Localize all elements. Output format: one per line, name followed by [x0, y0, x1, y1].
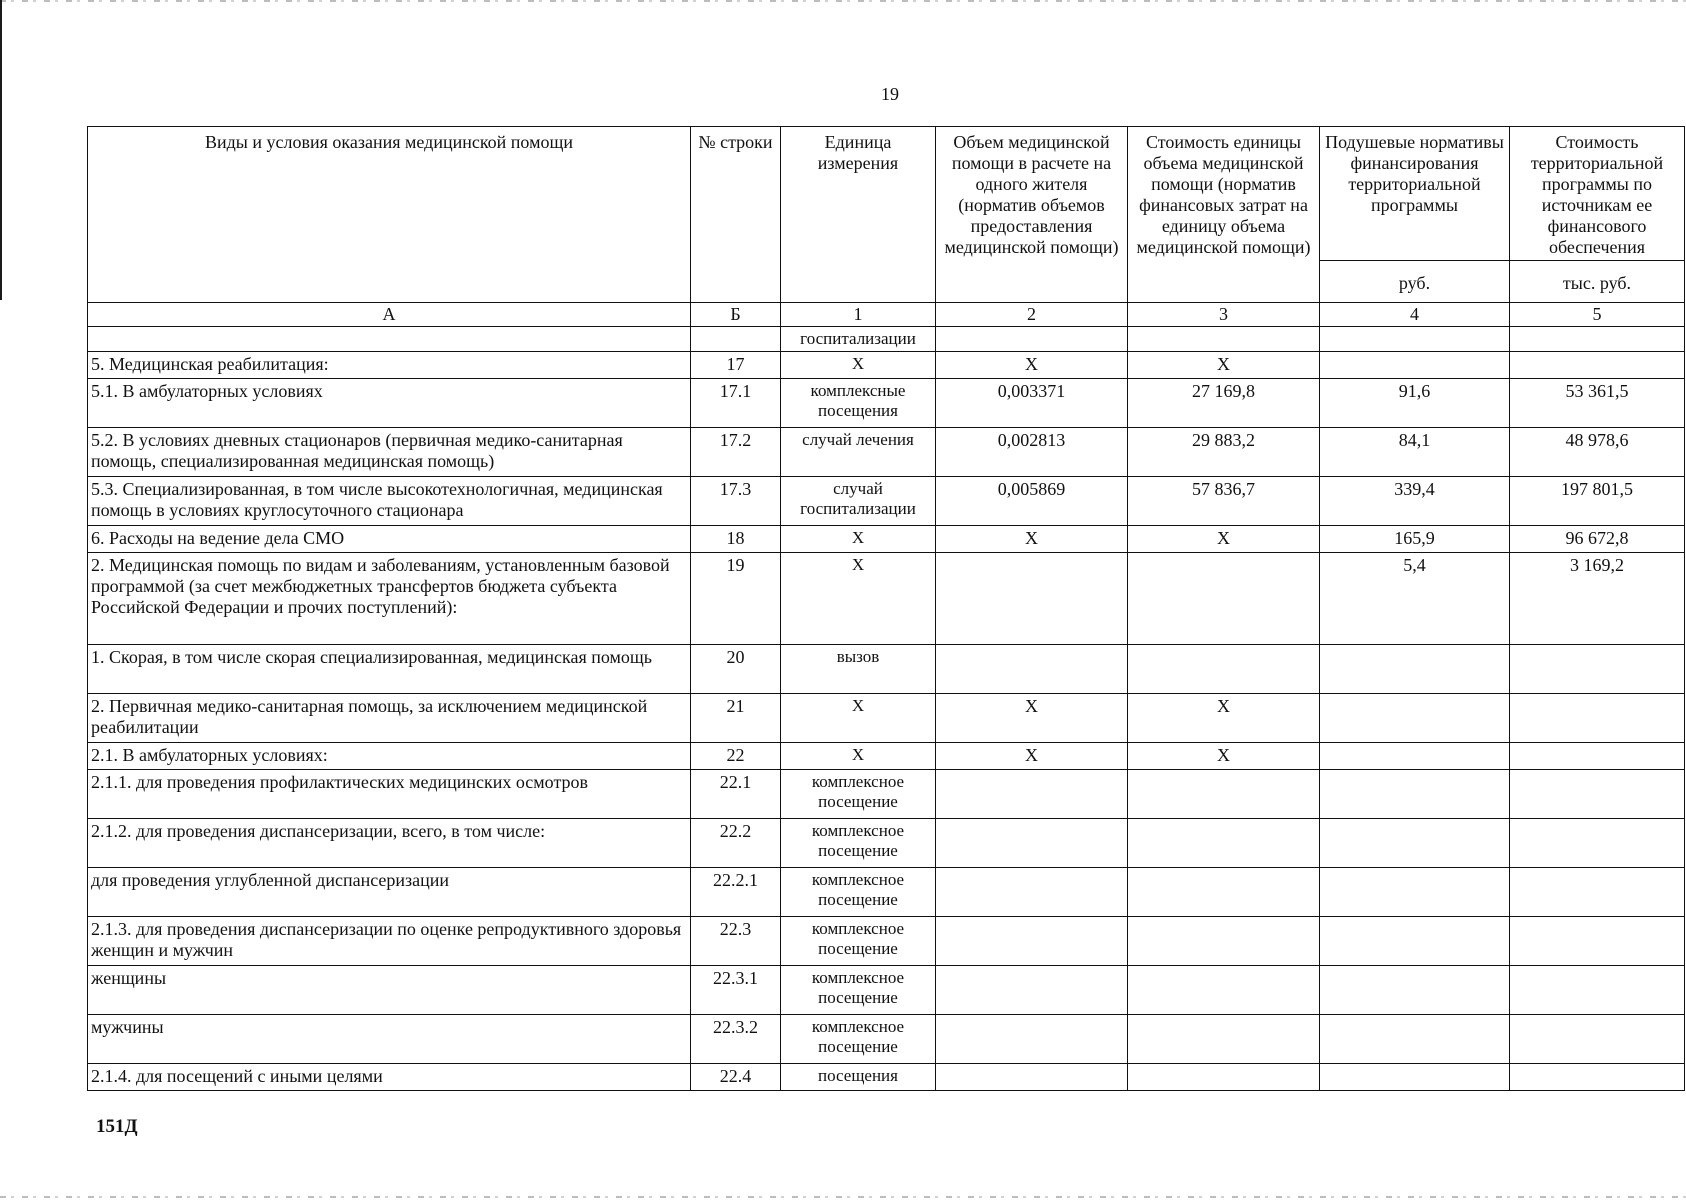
- row-unit-cost: 57 836,7: [1128, 477, 1320, 526]
- row-unit: случай лечения: [781, 428, 936, 477]
- row-per-capita: [1320, 327, 1510, 352]
- table-row: [88, 868, 1685, 917]
- row-number: 22.3.2: [691, 1015, 781, 1064]
- row-per-capita: [1320, 1015, 1510, 1064]
- row-per-capita: [1320, 1064, 1510, 1091]
- row-unit-cost: [1128, 327, 1320, 352]
- row-per-capita: [1320, 819, 1510, 868]
- row-per-capita: [1320, 743, 1510, 770]
- row-unit-cost: Х: [1128, 352, 1320, 379]
- header-col-1: Единица измерения: [781, 127, 936, 303]
- row-per-capita: 165,9: [1320, 526, 1510, 553]
- row-volume: Х: [936, 743, 1128, 770]
- header-unit-5: тыс. руб.: [1510, 261, 1685, 303]
- row-total-cost: [1510, 966, 1685, 1015]
- index-cell: 2: [936, 303, 1128, 327]
- row-unit: Х: [781, 553, 936, 645]
- row-name: 1. Скорая, в том числе скорая специализированная, медицинская помощь: [88, 645, 691, 694]
- row-volume: 0,005869: [936, 477, 1128, 526]
- row-volume: Х: [936, 694, 1128, 743]
- row-name: 5.1. В амбулаторных условиях: [88, 379, 691, 428]
- row-unit-cost: [1128, 553, 1320, 645]
- row-number: 21: [691, 694, 781, 743]
- row-name: 2.1.1. для проведения профилактических медицинских осмотров: [88, 770, 691, 819]
- row-unit: вызов: [781, 645, 936, 694]
- table-row: [88, 1064, 1685, 1091]
- row-name: 5.2. В условиях дневных стационаров (первичная медико-санитарная помощь, специализированная медицинская помощь): [88, 428, 691, 477]
- row-number: 17.3: [691, 477, 781, 526]
- header-col-5: Стоимость территориальной программы по источникам ее финансового обеспечения: [1510, 127, 1685, 261]
- row-per-capita: [1320, 966, 1510, 1015]
- row-number: 17.2: [691, 428, 781, 477]
- document-code: 151Д: [96, 1116, 138, 1137]
- row-number: [691, 327, 781, 352]
- table-row: [88, 327, 1685, 352]
- row-unit-cost: [1128, 819, 1320, 868]
- row-name: женщины: [88, 966, 691, 1015]
- row-unit: Х: [781, 526, 936, 553]
- row-total-cost: 48 978,6: [1510, 428, 1685, 477]
- row-name: [88, 327, 691, 352]
- row-name: 2.1.3. для проведения диспансеризации по оценке репродуктивного здоровья женщин и мужчин: [88, 917, 691, 966]
- row-number: 19: [691, 553, 781, 645]
- row-per-capita: 339,4: [1320, 477, 1510, 526]
- index-cell: 3: [1128, 303, 1320, 327]
- row-per-capita: [1320, 352, 1510, 379]
- table-row: [88, 917, 1685, 966]
- row-number: 22.2.1: [691, 868, 781, 917]
- table-row: [88, 743, 1685, 770]
- header-unit-4: руб.: [1320, 261, 1510, 303]
- row-number: 17.1: [691, 379, 781, 428]
- row-number: 22.2: [691, 819, 781, 868]
- row-unit-cost: [1128, 770, 1320, 819]
- row-per-capita: 84,1: [1320, 428, 1510, 477]
- row-number: 20: [691, 645, 781, 694]
- row-per-capita: [1320, 645, 1510, 694]
- row-total-cost: [1510, 743, 1685, 770]
- row-unit-cost: Х: [1128, 743, 1320, 770]
- index-cell: 4: [1320, 303, 1510, 327]
- row-number: 18: [691, 526, 781, 553]
- row-total-cost: [1510, 327, 1685, 352]
- row-name: мужчины: [88, 1015, 691, 1064]
- header-col-4: Подушевые нормативы финансирования территориальной программы: [1320, 127, 1510, 261]
- row-per-capita: [1320, 770, 1510, 819]
- header-col-a: Виды и условия оказания медицинской помощи: [88, 127, 691, 303]
- row-number: 22.3: [691, 917, 781, 966]
- row-volume: [936, 917, 1128, 966]
- row-unit-cost: [1128, 917, 1320, 966]
- row-total-cost: [1510, 819, 1685, 868]
- row-name: 6. Расходы на ведение дела СМО: [88, 526, 691, 553]
- row-per-capita: [1320, 694, 1510, 743]
- row-unit-cost: [1128, 966, 1320, 1015]
- row-per-capita: [1320, 917, 1510, 966]
- row-volume: Х: [936, 352, 1128, 379]
- row-unit: госпитализации: [781, 327, 936, 352]
- table-row: [88, 645, 1685, 694]
- table-row: [88, 526, 1685, 553]
- row-total-cost: 53 361,5: [1510, 379, 1685, 428]
- row-volume: [936, 1064, 1128, 1091]
- row-volume: [936, 645, 1128, 694]
- row-unit-cost: Х: [1128, 694, 1320, 743]
- table-row: [88, 352, 1685, 379]
- row-unit: посещения: [781, 1064, 936, 1091]
- row-unit-cost: Х: [1128, 526, 1320, 553]
- row-volume: [936, 553, 1128, 645]
- row-volume: [936, 868, 1128, 917]
- page-number: 19: [881, 84, 899, 104]
- row-unit: Х: [781, 694, 936, 743]
- row-total-cost: [1510, 868, 1685, 917]
- row-unit: Х: [781, 352, 936, 379]
- row-number: 22: [691, 743, 781, 770]
- row-unit-cost: [1128, 868, 1320, 917]
- row-per-capita: 5,4: [1320, 553, 1510, 645]
- table-row: [88, 966, 1685, 1015]
- table-row: [88, 694, 1685, 743]
- table-row: [88, 553, 1685, 645]
- row-unit-cost: [1128, 645, 1320, 694]
- header-col-3: Стоимость единицы объема медицинской помощи (норматив финансовых затрат на единицу объема медицинской помощи): [1128, 127, 1320, 303]
- scan-bottom-edge: [0, 1196, 1686, 1198]
- row-unit: комплексное посещение: [781, 868, 936, 917]
- row-total-cost: 96 672,8: [1510, 526, 1685, 553]
- row-total-cost: [1510, 770, 1685, 819]
- scan-top-edge: [0, 0, 1686, 2]
- column-index-row: [88, 303, 1685, 327]
- row-total-cost: 197 801,5: [1510, 477, 1685, 526]
- table-row: [88, 379, 1685, 428]
- row-unit: комплексное посещение: [781, 770, 936, 819]
- row-volume: [936, 327, 1128, 352]
- row-unit-cost: [1128, 1015, 1320, 1064]
- row-volume: 0,003371: [936, 379, 1128, 428]
- row-name: 2.1.4. для посещений с иными целями: [88, 1064, 691, 1091]
- row-total-cost: [1510, 917, 1685, 966]
- index-cell: Б: [691, 303, 781, 327]
- row-volume: 0,002813: [936, 428, 1128, 477]
- row-per-capita: [1320, 868, 1510, 917]
- medical-care-table: [87, 126, 1685, 1091]
- row-name: 2. Медицинская помощь по видам и заболеваниям, установленным базовой программой (за счет межбюджетных трансфертов бюджета субъекта Российской Федерации и прочих поступлений):: [88, 553, 691, 645]
- row-unit: комплексные посещения: [781, 379, 936, 428]
- table-row: [88, 1015, 1685, 1064]
- row-unit: комплексное посещение: [781, 1015, 936, 1064]
- row-total-cost: [1510, 1064, 1685, 1091]
- row-total-cost: [1510, 1015, 1685, 1064]
- row-number: 22.1: [691, 770, 781, 819]
- row-total-cost: [1510, 694, 1685, 743]
- row-unit: комплексное посещение: [781, 966, 936, 1015]
- row-name: для проведения углубленной диспансеризации: [88, 868, 691, 917]
- row-volume: [936, 1015, 1128, 1064]
- row-per-capita: 91,6: [1320, 379, 1510, 428]
- row-total-cost: [1510, 645, 1685, 694]
- row-name: 2.1. В амбулаторных условиях:: [88, 743, 691, 770]
- row-total-cost: 3 169,2: [1510, 553, 1685, 645]
- row-number: 22.3.1: [691, 966, 781, 1015]
- row-name: 2. Первичная медико-санитарная помощь, за исключением медицинской реабилитации: [88, 694, 691, 743]
- row-unit: случай госпитализации: [781, 477, 936, 526]
- header-col-b: № строки: [691, 127, 781, 303]
- header-row: [88, 127, 1685, 261]
- row-name: 5.3. Специализированная, в том числе высокотехнологичная, медицинская помощь в условиях круглосуточного стационара: [88, 477, 691, 526]
- index-cell: А: [88, 303, 691, 327]
- row-unit-cost: [1128, 1064, 1320, 1091]
- row-unit: комплексное посещение: [781, 819, 936, 868]
- index-cell: 1: [781, 303, 936, 327]
- row-unit-cost: 27 169,8: [1128, 379, 1320, 428]
- row-unit-cost: 29 883,2: [1128, 428, 1320, 477]
- table-row: [88, 819, 1685, 868]
- row-volume: [936, 966, 1128, 1015]
- header-col-2: Объем медицинской помощи в расчете на одного жителя (норматив объемов предоставления медицинской помощи): [936, 127, 1128, 303]
- row-unit: комплексное посещение: [781, 917, 936, 966]
- row-volume: [936, 770, 1128, 819]
- table-row: [88, 428, 1685, 477]
- row-volume: Х: [936, 526, 1128, 553]
- row-number: 17: [691, 352, 781, 379]
- row-volume: [936, 819, 1128, 868]
- row-total-cost: [1510, 352, 1685, 379]
- row-unit: Х: [781, 743, 936, 770]
- table-row: [88, 477, 1685, 526]
- row-name: 5. Медицинская реабилитация:: [88, 352, 691, 379]
- scan-left-edge-mark: [0, 0, 2, 300]
- row-number: 22.4: [691, 1064, 781, 1091]
- table-row: [88, 770, 1685, 819]
- index-cell: 5: [1510, 303, 1685, 327]
- row-name: 2.1.2. для проведения диспансеризации, всего, в том числе:: [88, 819, 691, 868]
